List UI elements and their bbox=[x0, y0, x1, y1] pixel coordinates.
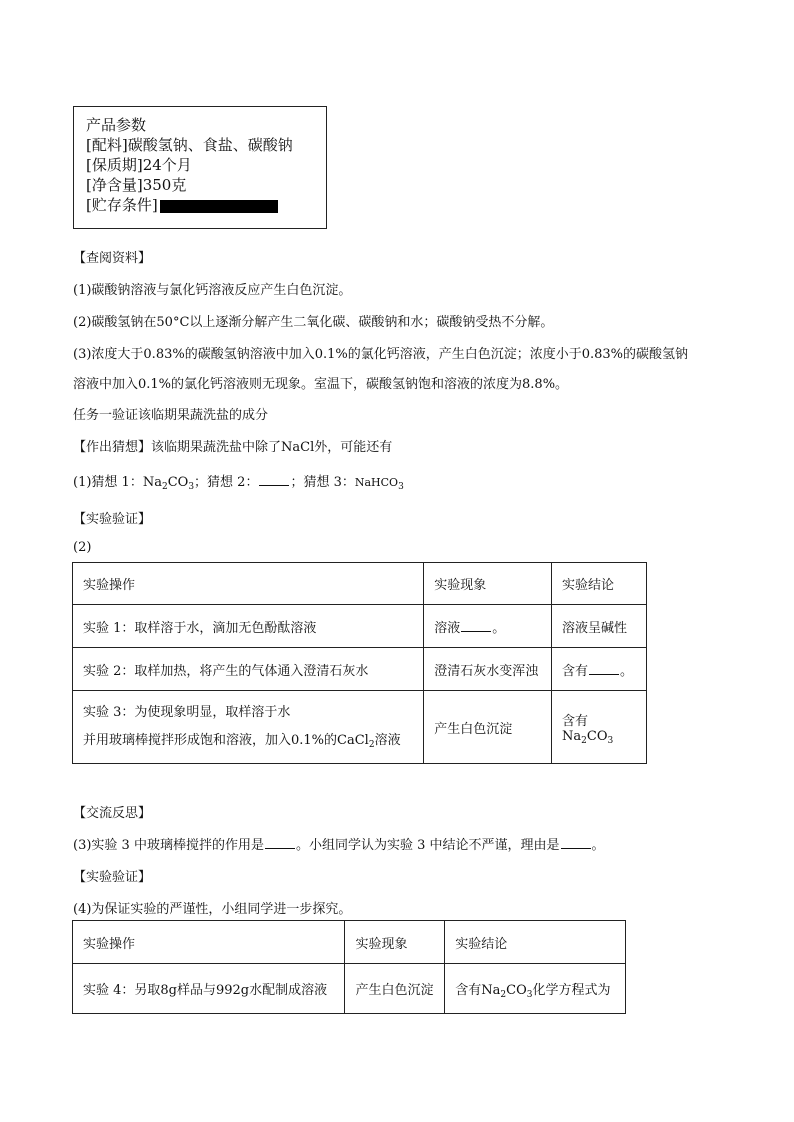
guess-2-label: ；猜想 2： bbox=[194, 475, 259, 490]
exp-4-conclusion bbox=[445, 964, 626, 1014]
concl-text: 含有 bbox=[562, 714, 589, 729]
table-header-row bbox=[73, 921, 626, 964]
op-text-end: 溶液 bbox=[374, 733, 401, 748]
label-storage: [贮存条件] bbox=[86, 196, 158, 214]
exp-2-operation: 实验 2：取样加热，将产生的气体通入澄清石灰水 bbox=[73, 648, 424, 691]
exp-2-phenomenon: 澄清石灰水变浑浊 bbox=[424, 648, 552, 691]
q3-text-c: 。 bbox=[591, 838, 605, 853]
subscript: 3 bbox=[526, 990, 533, 1000]
guess-3-formula: NaHCO bbox=[354, 476, 399, 489]
exp-1-phenomenon bbox=[424, 605, 552, 648]
q3-text-a: (3)实验 3 中玻璃棒搅拌的作用是 bbox=[73, 838, 264, 853]
op-text: 并用玻璃棒搅拌形成饱和溶液，加入0.1%的 bbox=[83, 733, 338, 748]
concl-period: 。 bbox=[620, 663, 634, 679]
label-net-weight: [净含量]350克 bbox=[86, 176, 187, 194]
concl-formula: Na bbox=[562, 729, 582, 744]
exp-1-operation: 实验 1：取样溶于水，滴加无色酚酞溶液 bbox=[73, 605, 424, 648]
verify-heading-1: 【实验验证】 bbox=[73, 512, 152, 527]
reflect-heading: 【交流反思】 bbox=[73, 806, 152, 821]
subscript: 3 bbox=[188, 482, 195, 492]
header-phenomenon: 实验现象 bbox=[424, 563, 552, 605]
experiment-table-1 bbox=[72, 562, 647, 764]
q3-text-b: 。小组同学认为实验 3 中结论不严谨，理由是 bbox=[295, 838, 560, 853]
consult-item-1: (1)碳酸钠溶液与氯化钙溶液反应产生白色沉淀。 bbox=[73, 283, 352, 298]
guess-3-label: ；猜想 3： bbox=[290, 475, 355, 490]
concl-text: 含有 bbox=[562, 663, 589, 679]
table-row bbox=[73, 605, 647, 648]
table-header-row bbox=[73, 563, 647, 605]
subscript: 2 bbox=[500, 990, 507, 1000]
subscript: 2 bbox=[161, 482, 168, 492]
guess-heading: 【作出猜想】该临期果蔬洗盐中除了NaCl外，可能还有 bbox=[73, 440, 393, 455]
header-conclusion: 实验结论 bbox=[552, 563, 647, 605]
label-storage-row bbox=[86, 195, 314, 215]
product-label-box bbox=[73, 106, 327, 229]
header-phenomenon: 实验现象 bbox=[345, 921, 445, 964]
phen-text: 溶液 bbox=[434, 620, 461, 636]
exp-1-conclusion: 溶液呈碱性 bbox=[552, 605, 647, 648]
guess-1-formula-part: CO bbox=[167, 475, 189, 490]
answer-blank[interactable] bbox=[561, 836, 591, 849]
consult-item-2: (2)碳酸氢钠在50°C以上逐渐分解产生二氧化碳、碳酸钠和水；碳酸钠受热不分解。 bbox=[73, 315, 554, 330]
answer-blank[interactable] bbox=[259, 473, 289, 486]
concl-formula: Na bbox=[481, 983, 501, 998]
redaction-bar bbox=[160, 200, 278, 213]
table-row bbox=[73, 964, 626, 1014]
subscript: 3 bbox=[398, 482, 404, 492]
header-operation: 实验操作 bbox=[73, 921, 345, 964]
answer-blank[interactable] bbox=[265, 836, 295, 849]
consult-heading: 【查阅资料】 bbox=[73, 251, 152, 266]
header-operation: 实验操作 bbox=[73, 563, 424, 605]
question-4: (4)为保证实验的严谨性，小组同学进一步探究。 bbox=[73, 902, 352, 917]
experiment-table-2 bbox=[72, 920, 626, 1014]
consult-item-3-line-2: 溶液中加入0.1%的氯化钙溶液则无现象。室温下，碳酸氢钠饱和溶液的浓度为8.8%。 bbox=[73, 377, 569, 392]
subscript: 2 bbox=[581, 736, 587, 746]
phen-period: 。 bbox=[492, 620, 506, 636]
verify-heading-2: 【实验验证】 bbox=[73, 870, 152, 885]
concl-formula-part: CO bbox=[586, 729, 608, 744]
label-ingredients: [配料]碳酸氢钠、食盐、碳酸钠 bbox=[86, 136, 293, 154]
question-3 bbox=[73, 834, 605, 853]
guess-prefix: (1)猜想 1： bbox=[73, 475, 143, 490]
answer-blank[interactable] bbox=[461, 619, 491, 632]
exp-2-conclusion bbox=[552, 648, 647, 691]
header-conclusion: 实验结论 bbox=[445, 921, 626, 964]
guess-line bbox=[73, 471, 404, 490]
label-shelf-life: [保质期]24个月 bbox=[86, 156, 192, 174]
exp-4-operation: 实验 4：另取8g样品与992g水配制成溶液 bbox=[73, 964, 345, 1014]
guess-1-formula: Na bbox=[142, 475, 162, 490]
subscript: 3 bbox=[607, 736, 614, 746]
concl-text: 含有 bbox=[455, 983, 482, 998]
table-row bbox=[73, 691, 647, 764]
exp-3-operation bbox=[73, 691, 424, 764]
label-title: 产品参数 bbox=[86, 116, 147, 134]
op-formula: CaCl bbox=[337, 733, 369, 748]
subscript: 2 bbox=[368, 740, 375, 750]
task-1: 任务一验证该临期果蔬洗盐的成分 bbox=[73, 408, 269, 423]
answer-blank[interactable] bbox=[589, 662, 619, 675]
exp-3-op-line-2 bbox=[83, 727, 413, 755]
exp-3-op-line-1: 实验 3：为使现象明显，取样溶于水 bbox=[83, 705, 291, 720]
exp-3-conclusion bbox=[552, 691, 647, 764]
consult-item-3-line-1: (3)浓度大于0.83%的碳酸氢钠溶液中加入0.1%的氯化钙溶液，产生白色沉淀；浓度小于0.83%的碳酸氢钠 bbox=[73, 347, 689, 362]
concl-equation-label: 化学方程式为 bbox=[532, 983, 611, 998]
table-row bbox=[73, 648, 647, 691]
question-2-number: (2) bbox=[73, 540, 92, 555]
exp-3-phenomenon: 产生白色沉淀 bbox=[424, 691, 552, 764]
exp-4-phenomenon: 产生白色沉淀 bbox=[345, 964, 445, 1014]
concl-formula-part: CO bbox=[506, 983, 527, 998]
